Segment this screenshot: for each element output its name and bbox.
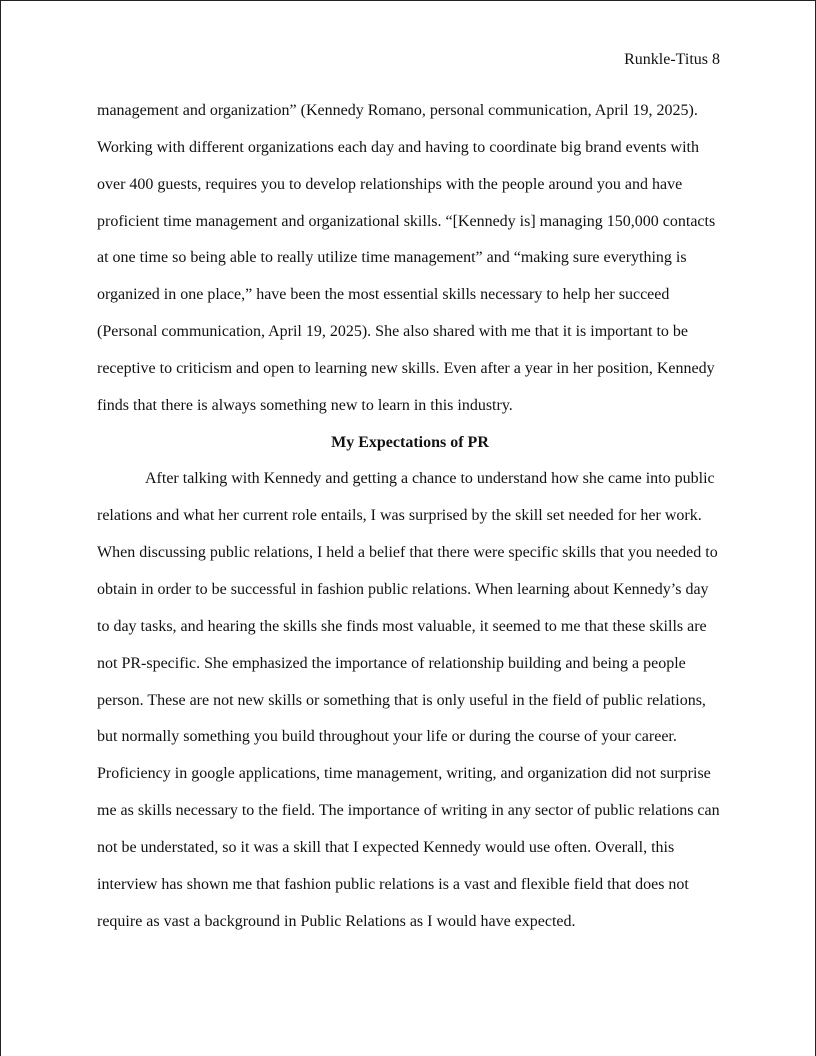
text-line: over 400 guests, requires you to develop relationships with the people around you and have bbox=[97, 175, 683, 193]
text-line: to day tasks, and hearing the skills she finds most valuable, it seemed to me that these skills are bbox=[97, 617, 707, 635]
text-line: obtain in order to be successful in fashion public relations. When learning about Kennedy’s day bbox=[97, 580, 709, 598]
text-line: at one time so being able to really utilize time management” and “making sure everything is bbox=[97, 249, 687, 267]
text-line: management and organization” (Kennedy Romano, personal communication, April 19, 2025). bbox=[97, 102, 698, 119]
text-line: interview has shown me that fashion public relations is a vast and flexible field that does not bbox=[97, 875, 689, 893]
text-line: not PR-specific. She emphasized the importance of relationship building and being a people bbox=[97, 654, 686, 672]
text-line: After talking with Kennedy and getting a chance to understand how she came into public bbox=[145, 470, 715, 488]
section-heading: My Expectations of PR bbox=[331, 433, 489, 451]
text-line: When discussing public relations, I held a belief that there were specific skills that you needed to bbox=[97, 544, 718, 562]
paragraph-expectations bbox=[97, 461, 723, 940]
text-line: Working with different organizations each day and having to coordinate big brand events with bbox=[97, 138, 699, 156]
paragraph-continuation bbox=[97, 93, 723, 425]
text-line: relations and what her current role entails, I was surprised by the skill set needed for her work. bbox=[97, 507, 702, 525]
text-line: not be understated, so it was a skill that I expected Kennedy would use often. Overall, this bbox=[97, 838, 675, 856]
text-line: receptive to criticism and open to learning new skills. Even after a year in her position, Kennedy bbox=[97, 359, 715, 377]
text-line: require as vast a background in Public Relations as I would have expected. bbox=[97, 912, 576, 930]
text-line: person. These are not new skills or something that is only useful in the field of public relations, bbox=[97, 691, 706, 709]
text-line: (Personal communication, April 19, 2025). She also shared with me that it is important to be bbox=[97, 323, 689, 341]
running-head: Runkle-Titus 8 bbox=[624, 51, 720, 68]
text-line: Proficiency in google applications, time management, writing, and organization did not surprise bbox=[97, 765, 711, 783]
document-body bbox=[97, 93, 723, 940]
text-line: finds that there is always something new to learn in this industry. bbox=[97, 396, 513, 414]
text-line: me as skills necessary to the field. The importance of writing in any sector of public relations can bbox=[97, 802, 720, 820]
text-line: but normally something you build throughout your life or during the course of your career. bbox=[97, 728, 677, 746]
text-line: proficient time management and organizational skills. “[Kennedy is] managing 150,000 contacts bbox=[97, 212, 716, 230]
text-line: organized in one place,” have been the most essential skills necessary to help her succeed bbox=[97, 286, 670, 304]
